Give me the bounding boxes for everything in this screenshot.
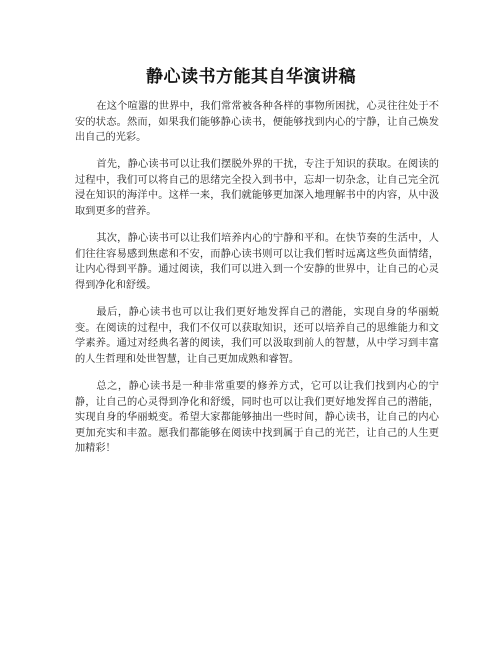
document-title: 静心读书方能其自华演讲稿 bbox=[146, 67, 356, 87]
paragraph-intro: 在这个喧嚣的世界中，我们常常被各种各样的事物所困扰，心灵往往处于不安的状态。然而，如果我们能够静心读书，便能够找到内心的宁静，让自己焕发出自己的光彩。 bbox=[75, 101, 439, 144]
paragraph-second-point: 其次，静心读书可以让我们培养内心的宁静和平和。在快节奏的生活中，人们往往容易感到焦虑和不安，而静心读书则可以让我们暂时远离这些负面情绪，让内心得到平静。通过阅读，我们可以进入到一个安静的世界中，让自己的心灵得到净化和舒缓。 bbox=[75, 233, 439, 291]
paragraph-first-point: 首先，静心读书可以让我们摆脱外界的干扰，专注于知识的获取。在阅读的过程中，我们可以将自己的思绪完全投入到书中，忘却一切杂念，让自己完全沉浸在知识的海洋中。这样一来，我们就能够更加深入地理解书中的内容，从中汲取到更多的营养。 bbox=[75, 159, 439, 218]
paragraph-third-point: 最后，静心读书也可以让我们更好地发挥自己的潜能，实现自身的华丽蜕变。在阅读的过程中，我们不仅可以获取知识，还可以培养自己的思维能力和文学素养。通过对经典名著的阅读，我们可以汲取到前人的智慧，从中学习到丰富的人生哲理和处世智慧，让自己更加成熟和睿智。 bbox=[75, 307, 439, 365]
paragraph-conclusion: 总之，静心读书是一种非常重要的修养方式，它可以让我们找到内心的宁静，让自己的心灵得到净化和舒缓，同时也可以让我们更好地发挥自己的潜能，实现自身的华丽蜕变。希望大家都能够抽出一些时间，静心读书，让自己的内心更加充实和丰盈。愿我们都能够在阅读中找到属于自己的光芒，让自己的人生更加精彩！ bbox=[75, 380, 439, 455]
document-body bbox=[75, 99, 439, 468]
